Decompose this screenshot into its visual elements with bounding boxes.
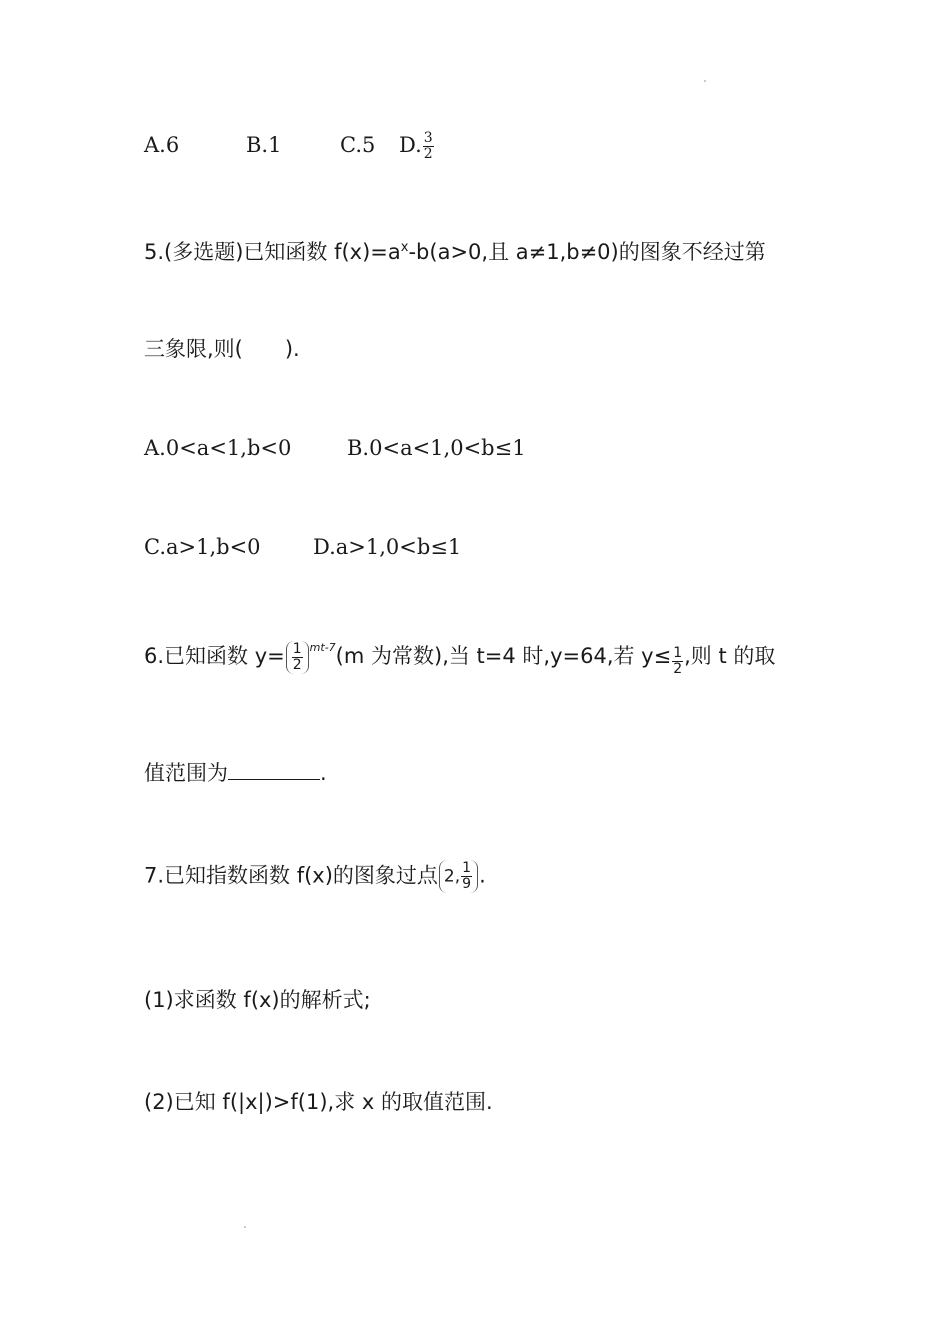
fraction-numerator: 1: [292, 640, 302, 657]
q6-line2-end: .: [320, 761, 327, 785]
q7-stem: [144, 860, 486, 893]
q7-part2: (2)已知 f(|x|)>f(1),求 x 的取值范围.: [144, 1090, 493, 1114]
q6-base-fraction: [292, 642, 303, 673]
q6-middle: (m 为常数),当 t=4 时,y=64,若 y≤: [335, 644, 672, 668]
scan-dot-top: [704, 80, 706, 82]
q5-option-c: C.a>1,b<0: [144, 535, 261, 559]
q6-bound-fraction: [672, 646, 683, 677]
q6-prefix: 6.已知函数 y=: [144, 644, 285, 668]
q4-option-b: B.1: [246, 133, 282, 157]
q5-stem-line2: 三象限,则( ).: [144, 337, 300, 361]
q7-point-x: 2,: [443, 866, 461, 887]
fraction-denominator: 9: [462, 876, 472, 892]
q6-base-parentheses: [286, 641, 309, 674]
q4-option-d-fraction: [423, 131, 434, 162]
q5-exponent: x: [400, 240, 409, 255]
fraction-numerator: 1: [462, 860, 472, 876]
q5-options-row1: [144, 434, 526, 462]
q6-exponent: mt-7: [309, 641, 336, 654]
q5-option-a: A.0<a<1,b<0: [144, 436, 292, 460]
q5-option-b: B.0<a<1,0<b≤1: [347, 436, 526, 460]
answer-blank[interactable]: [228, 759, 320, 780]
q7-point-parentheses: [439, 860, 478, 893]
fraction-numerator: 3: [423, 130, 433, 146]
q4-option-a: A.6: [144, 133, 180, 157]
scan-dot-bottom: [244, 1226, 246, 1228]
q5-stem-line1: [144, 234, 766, 266]
q4-options: [144, 131, 435, 162]
fraction-numerator: 1: [673, 645, 683, 661]
q7-part1: (1)求函数 f(x)的解析式;: [144, 988, 371, 1012]
q5-options-row2: [144, 533, 461, 561]
q6-suffix: ,则 t 的取: [684, 644, 776, 668]
q6-stem-line1: [144, 634, 775, 677]
q7-point-fraction: [461, 861, 472, 892]
fraction-denominator: 2: [423, 146, 433, 162]
q5-stem-part2: -b(a>0,且 a≠1,b≠0)的图象不经过第: [408, 240, 766, 264]
q4-option-c: C.5: [340, 133, 376, 157]
q5-stem-part1: 5.(多选题)已知函数 f(x)=a: [144, 240, 401, 264]
q7-suffix: .: [479, 863, 486, 888]
q4-option-d-prefix: D.: [399, 133, 422, 157]
fraction-denominator: 2: [673, 661, 683, 677]
q6-stem-line2: [144, 759, 327, 787]
fraction-denominator: 2: [292, 656, 302, 673]
q5-option-d: D.a>1,0<b≤1: [313, 535, 462, 559]
q7-prefix: 7.已知指数函数 f(x)的图象过点: [144, 863, 438, 888]
q6-line2-text: 值范围为: [144, 761, 228, 785]
